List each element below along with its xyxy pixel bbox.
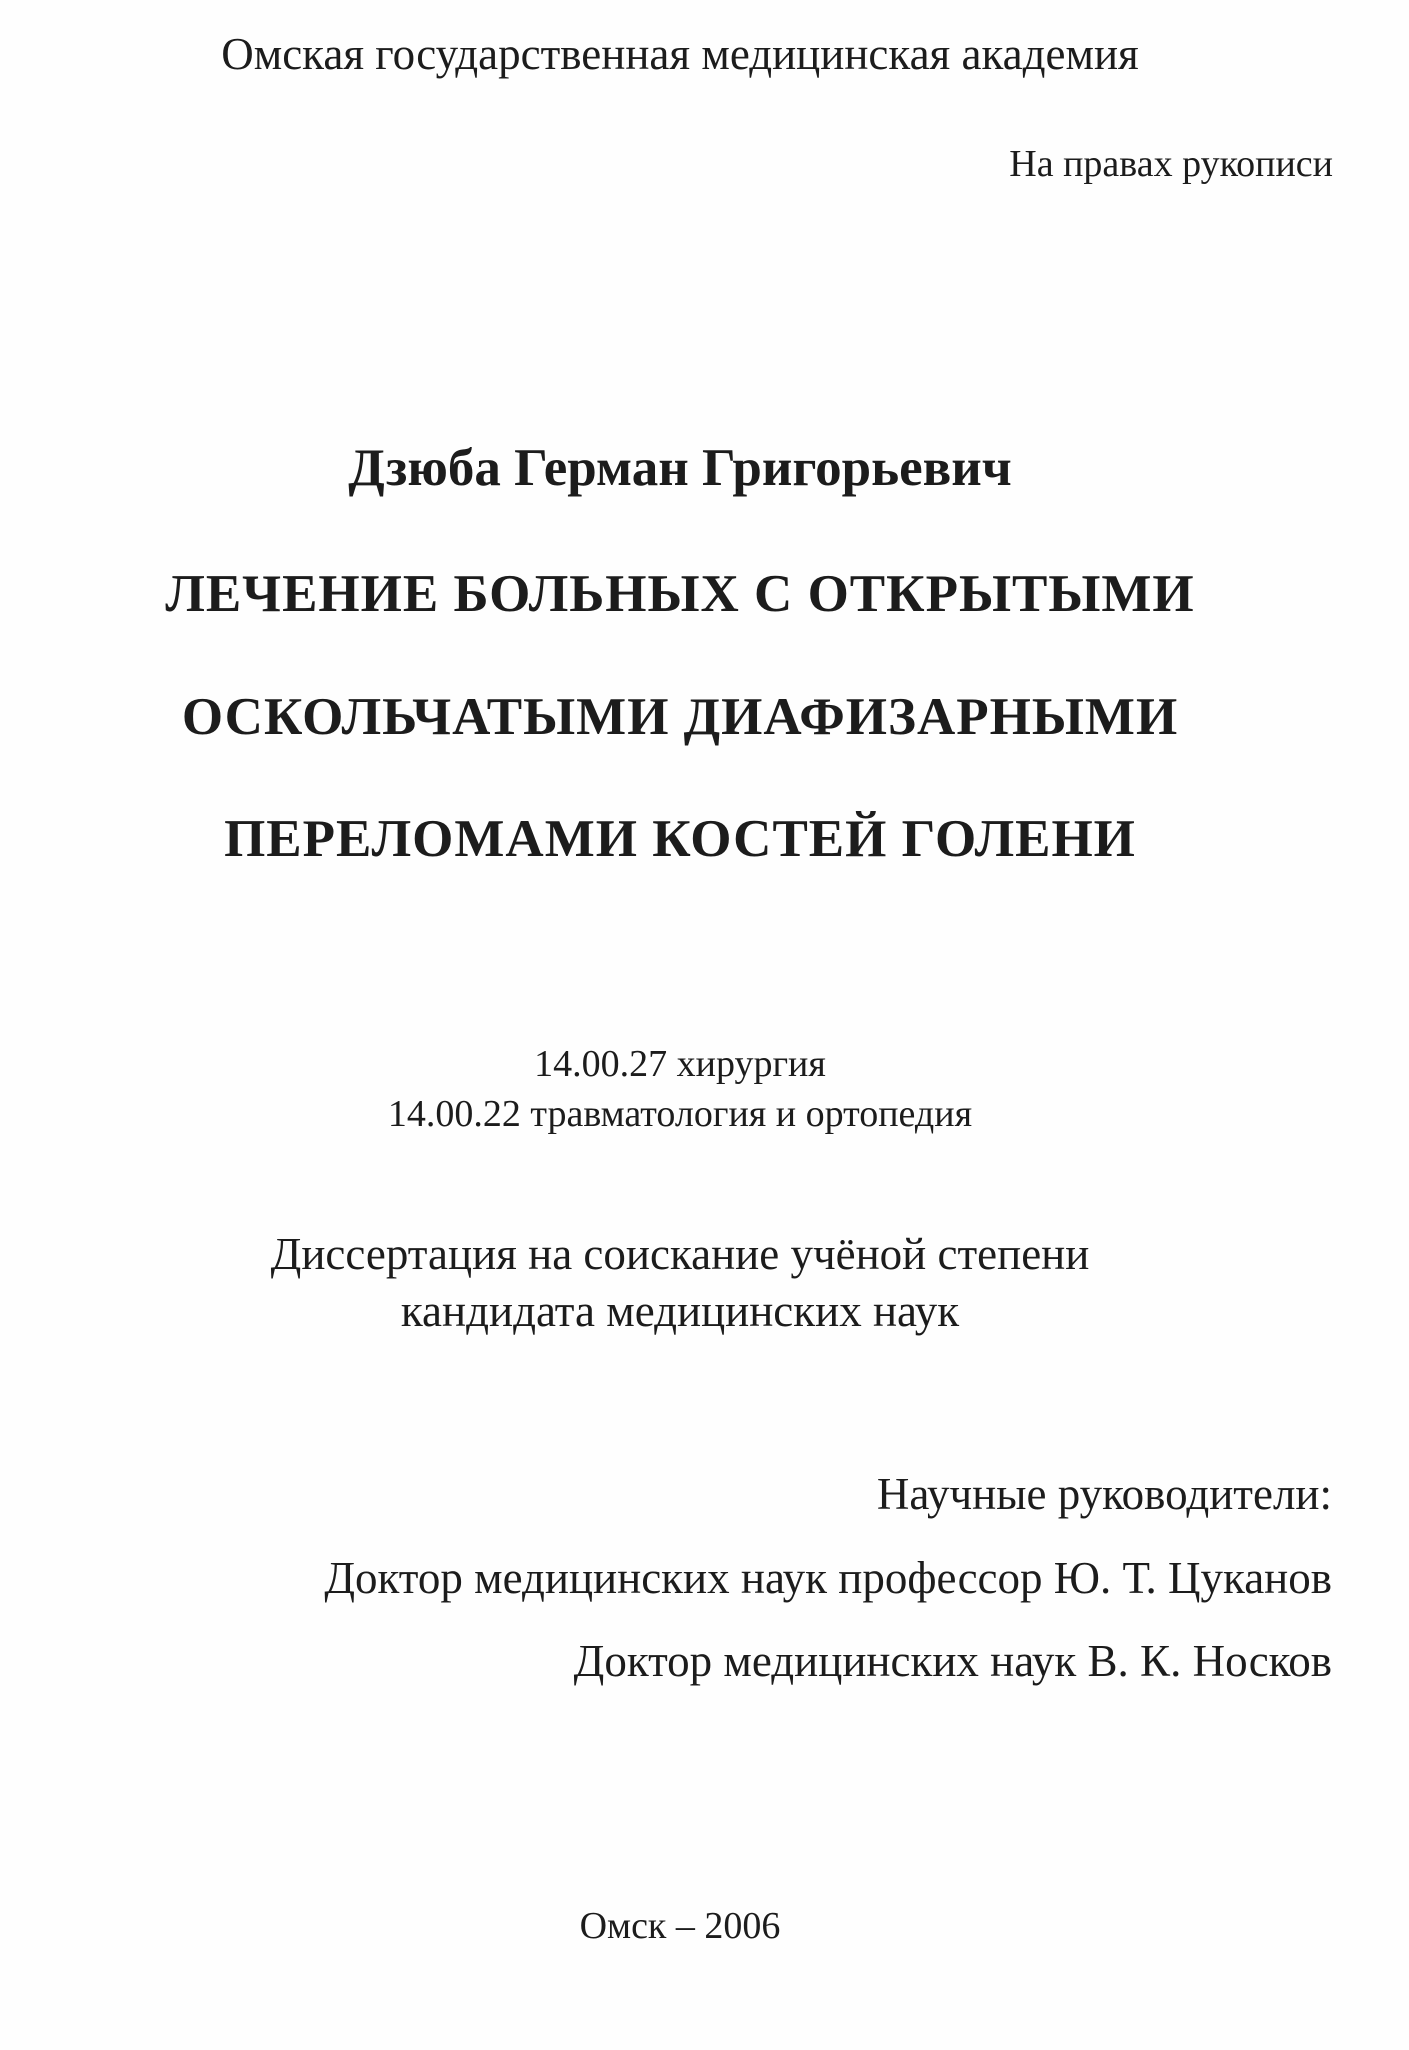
specialty-code-2: 14.00.22 травматология и ортопедия <box>387 1093 973 1135</box>
author-name: Дзюба Герман Григорьевич <box>348 439 1012 497</box>
rights-note: На правах рукописи <box>1009 143 1333 185</box>
specialty-code-1: 14.00.27 хирургия <box>534 1043 826 1085</box>
advisor-item: Доктор медицинских наук профессор Ю. Т. Цуканов <box>324 1553 1332 1603</box>
place-and-year: Омск – 2006 <box>579 1905 781 1947</box>
advisor-item: Доктор медицинских наук В. К. Носков <box>573 1636 1332 1686</box>
institution-name: Омская государственная медицинская академия <box>221 29 1139 79</box>
dissertation-title-line-2: ОСКОЛЬЧАТЫМИ ДИАФИЗАРНЫМИ <box>181 688 1179 746</box>
degree-statement-line-2: кандидата медицинских наук <box>400 1286 960 1336</box>
dissertation-title-line-1: ЛЕЧЕНИЕ БОЛЬНЫХ С ОТКРЫТЫМИ <box>165 565 1195 623</box>
advisors-heading: Научные руководители: <box>876 1469 1332 1519</box>
degree-statement-line-1: Диссертация на соискание учёной степени <box>270 1229 1090 1279</box>
dissertation-title-line-3: ПЕРЕЛОМАМИ КОСТЕЙ ГОЛЕНИ <box>224 810 1136 868</box>
